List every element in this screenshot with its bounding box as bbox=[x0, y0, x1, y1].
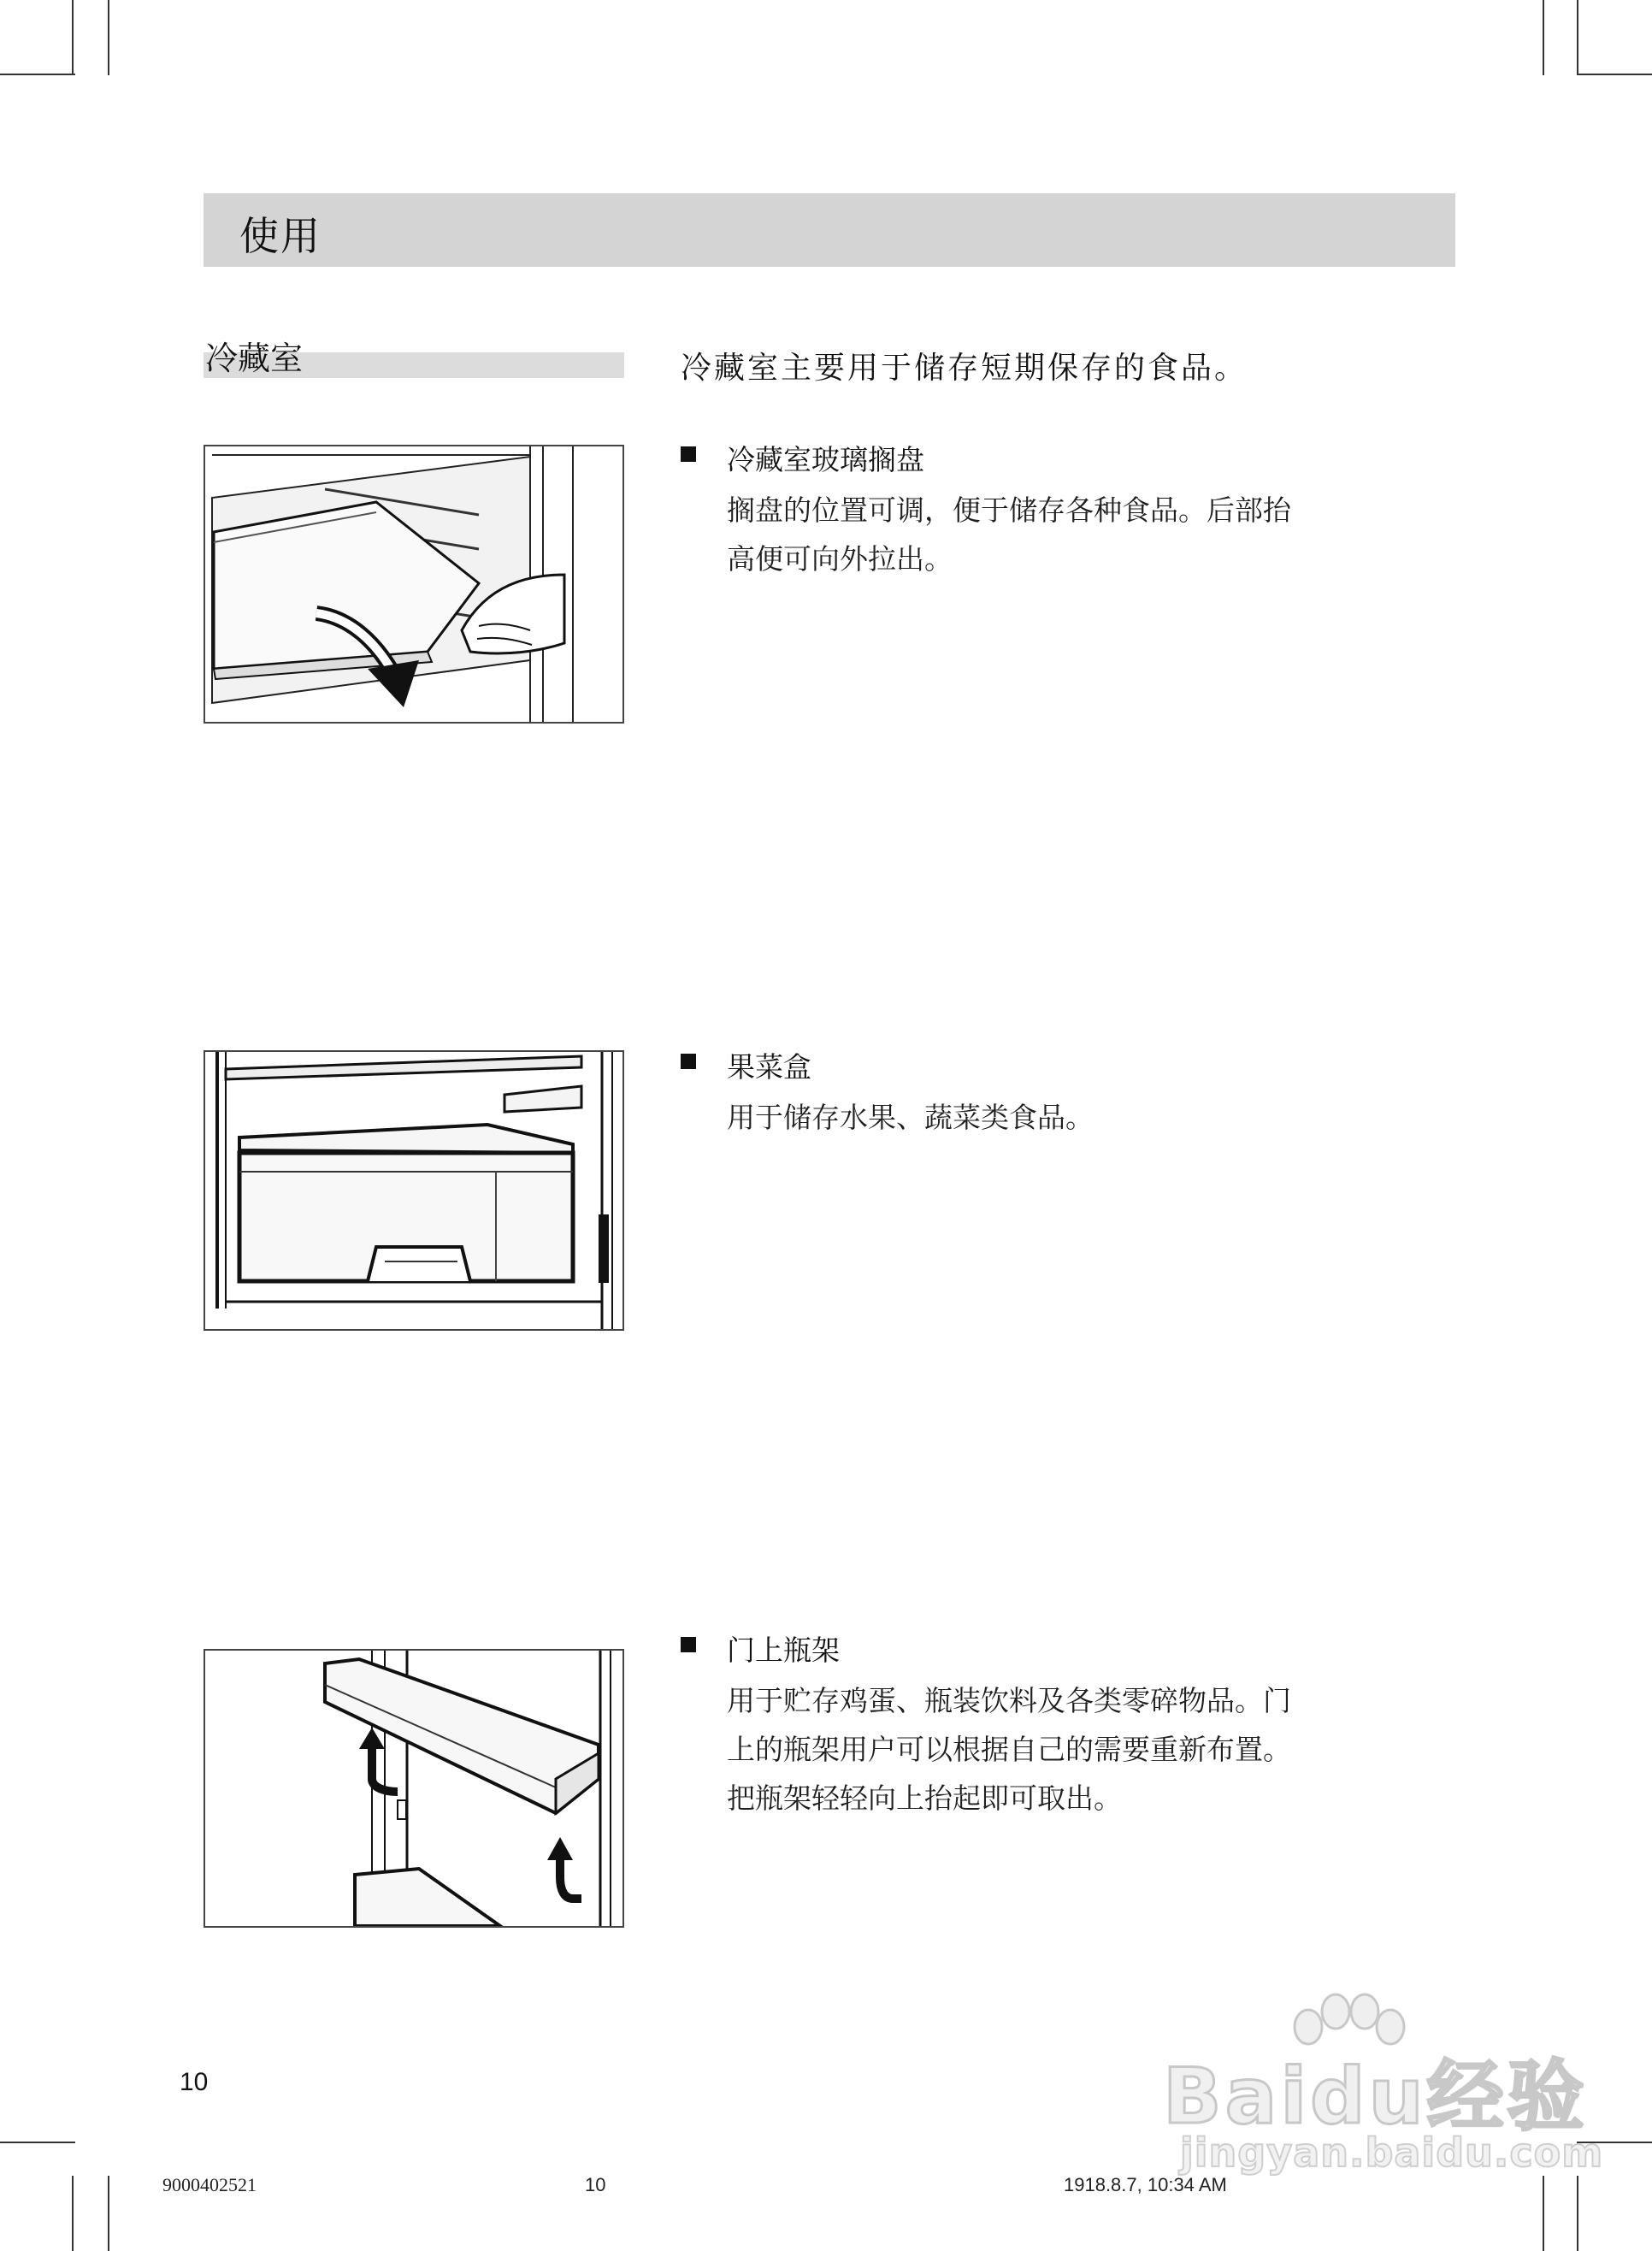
item-door-shelf bbox=[681, 1628, 1459, 1834]
crop-mark bbox=[0, 74, 75, 75]
crop-mark bbox=[1543, 0, 1544, 75]
item-description: 用于贮存鸡蛋、瓶装饮料及各类零碎物品。门上的瓶架用户可以根据自己的需要重新布置。把瓶架轻轻向上抬起即可取出。 bbox=[727, 1684, 1291, 1815]
item-title: 门上瓶架 bbox=[727, 1634, 840, 1667]
glass-shelf-pull-illustration bbox=[205, 446, 622, 722]
footer-doc-code: 9000402521 bbox=[162, 2174, 257, 2195]
vegetable-drawer-figure bbox=[204, 1050, 624, 1331]
item-title: 冷藏室玻璃搁盘 bbox=[727, 443, 924, 476]
page-title: 使用 bbox=[239, 213, 322, 259]
crop-mark bbox=[108, 2176, 109, 2251]
section-title: 冷藏室 bbox=[205, 340, 304, 377]
item-description: 搁盘的位置可调，便于储存各种食品。后部抬高便可向外拉出。 bbox=[727, 493, 1291, 576]
section-intro: 冷藏室主要用于储存短期保存的食品。 bbox=[681, 351, 1248, 386]
footer-timestamp: 1918.8.7, 10:34 AM bbox=[1064, 2174, 1227, 2195]
footer-page: 10 bbox=[585, 2174, 606, 2195]
crop-mark bbox=[1577, 2176, 1578, 2251]
crop-mark bbox=[72, 0, 74, 75]
crop-mark bbox=[1577, 74, 1652, 75]
item-glass-shelf bbox=[681, 438, 1459, 575]
watermark-url: jingyan.baidu.com bbox=[1180, 2130, 1604, 2176]
crop-mark bbox=[1543, 2176, 1544, 2251]
glass-shelf-figure bbox=[204, 445, 624, 724]
page-number: 10 bbox=[180, 2068, 209, 2096]
header-bar bbox=[204, 193, 1455, 267]
door-shelf-figure bbox=[204, 1649, 624, 1928]
bullet-icon bbox=[681, 1637, 696, 1652]
bullet-icon bbox=[681, 1054, 696, 1069]
bullet-icon bbox=[681, 446, 696, 462]
watermark-brand: Baidu经验 bbox=[1163, 2052, 1588, 2142]
item-description: 用于储存水果、蔬菜类食品。 bbox=[727, 1101, 1094, 1134]
door-shelf-lift-illustration bbox=[205, 1651, 622, 1926]
crop-mark bbox=[0, 2142, 75, 2143]
item-title: 果菜盒 bbox=[727, 1050, 811, 1084]
crop-mark bbox=[72, 2176, 74, 2251]
crop-mark bbox=[108, 0, 109, 75]
crop-mark bbox=[1577, 0, 1578, 75]
vegetable-drawer-illustration bbox=[205, 1052, 622, 1329]
baidu-watermark bbox=[1163, 1993, 1604, 2176]
item-vegetable-drawer bbox=[681, 1045, 1459, 1148]
